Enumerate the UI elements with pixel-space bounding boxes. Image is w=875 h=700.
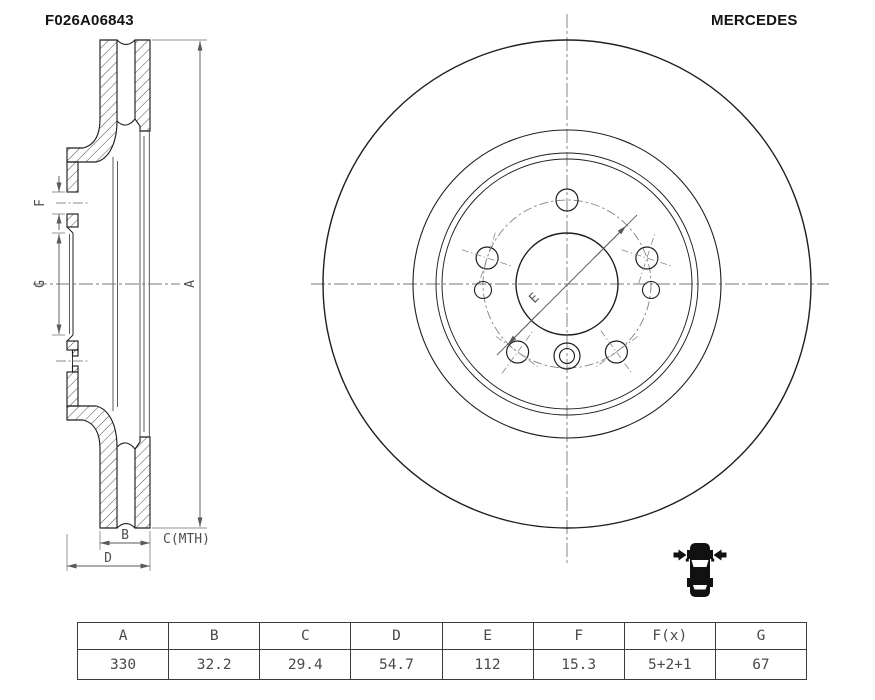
section-hub-wall <box>67 341 78 350</box>
car-wheel <box>687 550 690 559</box>
table-value-cell: 32.2 <box>169 650 260 680</box>
table-header-cell: F <box>533 623 624 650</box>
bolt-hole <box>636 247 658 269</box>
car-windshield <box>692 560 709 567</box>
front-axle-arrow-left <box>674 550 687 561</box>
dim-label-a: A <box>183 280 198 288</box>
dimension-table <box>77 622 807 680</box>
section-right-plate-top <box>135 40 150 131</box>
car-mirror <box>686 559 689 562</box>
brand-name: MERCEDES <box>711 12 798 29</box>
section-hub-wall <box>67 372 78 406</box>
table-value-cell: 15.3 <box>533 650 624 680</box>
part-number: F026A06843 <box>45 12 134 29</box>
dim-label-c-mth: C(MTH) <box>163 532 210 547</box>
car-wheel <box>710 550 713 559</box>
car-wheel <box>710 578 713 587</box>
car-rear-window <box>693 585 707 590</box>
table-header-row <box>78 623 807 650</box>
table-header-cell: C <box>260 623 351 650</box>
table-header-cell: G <box>715 623 806 650</box>
table-header-cell: F(x) <box>624 623 715 650</box>
table-header-cell: A <box>78 623 169 650</box>
table-value-row <box>78 650 807 680</box>
section-locating-hole-step <box>73 366 79 372</box>
dim-label-e: E <box>526 290 543 307</box>
dim-label-b: B <box>121 528 129 543</box>
car-wheel <box>687 578 690 587</box>
section-left-plate-bottom <box>67 406 117 528</box>
front-axle-arrow-right <box>714 550 727 561</box>
table-value-cell: 67 <box>715 650 806 680</box>
section-locating-hole-step <box>73 350 79 356</box>
car-mirror <box>711 559 714 562</box>
dimension-d <box>67 534 150 571</box>
dim-label-d: D <box>104 551 112 566</box>
table-value-cell: 5+2+1 <box>624 650 715 680</box>
dimension-e <box>497 215 637 355</box>
vent-mouth-top <box>117 40 135 45</box>
dim-label-g: G <box>33 280 48 288</box>
bolt-hole <box>507 341 529 363</box>
table-header-cell: B <box>169 623 260 650</box>
section-left-plate-top <box>67 40 117 162</box>
bore-chamfer-top <box>67 227 73 233</box>
section-view <box>33 40 210 571</box>
table-value-cell: 54.7 <box>351 650 442 680</box>
table-value-cell: 330 <box>78 650 169 680</box>
dim-label-f: F <box>33 199 48 207</box>
table-value-cell: 112 <box>442 650 533 680</box>
section-right-plate-bottom <box>135 437 150 528</box>
front-view <box>311 14 829 563</box>
front-axle-car-icon <box>674 543 727 597</box>
bore-chamfer-bottom <box>67 335 73 341</box>
section-hub-wall <box>67 162 78 192</box>
section-hub-wall <box>67 214 78 227</box>
table-value-cell: 29.4 <box>260 650 351 680</box>
bolt-hole <box>605 341 627 363</box>
vent-floor-bottom <box>117 443 135 449</box>
table-header-cell: E <box>442 623 533 650</box>
table-header-cell: D <box>351 623 442 650</box>
vent-floor-top <box>117 119 135 125</box>
bolt-hole <box>476 247 498 269</box>
